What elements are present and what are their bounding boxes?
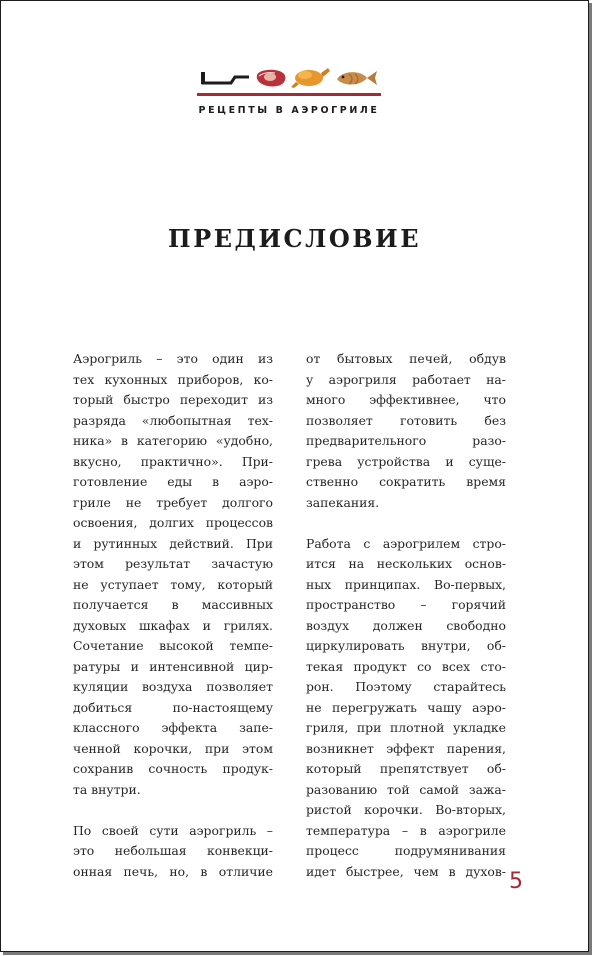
header-illustration xyxy=(197,63,381,97)
header-divider xyxy=(197,93,381,96)
text-line: температура – в аэрогриле xyxy=(306,822,506,838)
text-line: от бытовых печей, обдув xyxy=(306,351,506,366)
text-line: много эффективнее, что xyxy=(306,392,506,407)
text-line: циркулировать внутри, об- xyxy=(306,638,506,653)
text-line: этом результат зачастую xyxy=(73,556,273,571)
text-line: ченной корочки, при этом xyxy=(73,740,273,756)
text-line: грева устройства и суще- xyxy=(306,453,506,469)
text-line: освоения, долгих процессов xyxy=(73,515,273,530)
paragraph-gap xyxy=(73,800,273,821)
text-line: тех кухонных приборов, ко- xyxy=(73,371,273,387)
text-line: Сочетание высокой темпе- xyxy=(73,638,273,653)
text-line: рон. Поэтому старайтесь xyxy=(306,679,506,694)
text-line: получается в массивных xyxy=(73,597,273,612)
text-line: ственно сократить время xyxy=(306,474,506,489)
text-line: сохранив сочность продук- xyxy=(73,761,273,776)
text-line: разованию той самой зажа- xyxy=(306,781,506,797)
text-line: гриля, при плотной укладке xyxy=(306,720,506,735)
fish-icon xyxy=(337,71,377,85)
text-line: ных принципах. Во-первых, xyxy=(306,576,506,592)
text-line: торый быстро переходит из xyxy=(73,392,273,407)
text-line: вкусно, практично». При- xyxy=(73,453,273,469)
text-line: процесс подрумянивания xyxy=(306,843,506,858)
text-line: духовых шкафах и грилях. xyxy=(73,617,273,633)
text-line: возникнет эффект парения, xyxy=(306,740,506,756)
text-line: запекания. xyxy=(306,494,380,510)
text-line: не перегружать чашу аэро- xyxy=(306,699,506,715)
text-line: готовление еды в аэро- xyxy=(73,474,273,489)
text-line: По своей сути аэрогриль – xyxy=(73,822,273,838)
text-line: та внутри. xyxy=(73,781,141,797)
running-title: РЕЦЕПТЫ В АЭРОГРИЛЕ xyxy=(198,105,380,116)
text-column-left xyxy=(73,349,273,882)
text-line: ника» в категорию «удобно, xyxy=(73,433,273,448)
text-line: Работа с аэрогрилем стро- xyxy=(306,535,506,551)
text-line: ратуры и интенсивной цир- xyxy=(73,658,273,674)
text-line: Аэрогриль – это один из xyxy=(73,351,273,366)
frying-pan-icon xyxy=(201,72,249,84)
meat-steak-icon xyxy=(257,70,286,87)
text-line: и рутинных действий. При xyxy=(73,535,273,551)
text-line: который препятствует об- xyxy=(306,761,506,776)
text-line: это небольшая конвекци- xyxy=(73,843,273,858)
text-line: у аэрогриля работает на- xyxy=(306,371,506,387)
text-line: воздух должен свободно xyxy=(306,617,506,633)
text-line: не уступает тому, который xyxy=(73,576,273,592)
text-line: пространство – горячий xyxy=(306,597,506,612)
text-line: добиться по-настоящему xyxy=(73,699,273,715)
text-line: онная печь, но, в отличие xyxy=(73,863,273,879)
page-title: ПРЕДИСЛОВИЕ xyxy=(167,224,421,253)
paragraph-gap xyxy=(306,513,506,534)
text-line: ится на нескольких основ- xyxy=(306,556,506,571)
text-line: текая продукт со всех сто- xyxy=(306,658,506,674)
text-line: предварительного разо- xyxy=(306,433,506,448)
text-line: куляции воздуха позволяет xyxy=(73,679,273,694)
text-line: позволяет готовить без xyxy=(306,412,506,428)
roast-chicken-icon xyxy=(291,68,330,88)
text-line: разряда «любопытная тех- xyxy=(73,412,273,428)
text-line: ристой корочки. Во-вторых, xyxy=(306,802,506,817)
page-number: 5 xyxy=(509,869,523,894)
text-line: идет быстрее, чем в духов- xyxy=(306,863,506,879)
text-line: классного эффекта запе- xyxy=(73,720,273,735)
text-column-right xyxy=(306,349,506,882)
text-line: гриле не требует долгого xyxy=(73,494,273,510)
